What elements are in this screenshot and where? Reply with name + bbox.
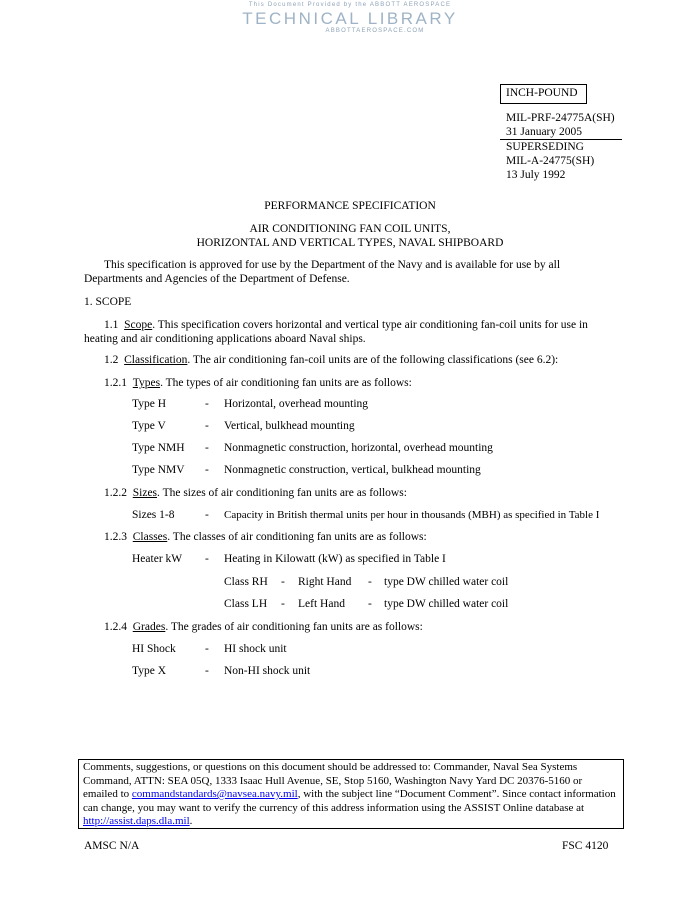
type-description: Horizontal, overhead mounting [224,398,369,410]
grade-description: Non-HI shock unit [224,665,311,677]
type-dash: - [205,420,209,432]
para-number: 1.2.3 [104,531,127,543]
class-dash: - [368,576,372,588]
paragraph-1-2 [104,354,558,366]
para-number: 1.2 [104,354,119,366]
para-title: Grades [132,621,166,633]
type-dash: - [205,442,209,454]
class-code: Class LH [224,598,268,610]
comments-email-link[interactable]: commandstandards@navsea.navy.mil [131,788,298,800]
amsc-label: AMSC N/A [84,840,140,852]
class-coil: type DW chilled water coil [384,576,509,588]
para-text: . The types of air conditioning fan units are as follows: [160,377,412,389]
doc-title-line1: AIR CONDITIONING FAN COIL UNITS, [249,223,451,235]
superseding-label: SUPERSEDING [506,141,584,153]
para-text: . The classes of air conditioning fan units are as follows: [167,531,427,543]
comments-box [78,759,624,829]
para-title: Classification [124,354,188,366]
para-number: 1.2.1 [104,377,127,389]
para-title: Classes [132,531,168,543]
para-number: 1.1 [104,319,119,331]
paragraph-1-2-1 [104,377,412,389]
heater-code: Heater kW [132,553,183,565]
para-title: Sizes [132,487,158,499]
type-description: Nonmagnetic construction, vertical, bulkhead mounting [224,464,481,476]
watermark-title: TECHNICAL LIBRARY [242,9,458,28]
paragraph-1-2-2 [104,487,407,499]
grade-dash: - [205,665,209,677]
size-dash: - [205,509,209,521]
watermark-url: ABBOTTAEROSPACE.COM [325,28,425,34]
para-number: 1.2.2 [104,487,127,499]
comments-text: . [189,815,193,827]
doc-number: MIL-PRF-24775A(SH) [506,112,615,124]
size-code: Sizes 1-8 [132,509,175,521]
type-code: Type H [132,398,167,410]
grade-code: HI Shock [132,643,176,655]
doc-title-line2: HORIZONTAL AND VERTICAL TYPES, NAVAL SHIPBOARD [196,237,504,249]
type-code: Type V [132,420,166,432]
paragraph-1-1 [84,318,618,346]
section-scope-heading: 1. SCOPE [84,296,132,308]
type-dash: - [205,398,209,410]
size-description: Capacity in British thermal units per hour in thousands (MBH) as specified in Table I [224,509,600,521]
spec-type-title: PERFORMANCE SPECIFICATION [264,200,436,212]
paragraph-1-2-3 [104,531,427,543]
type-dash: - [205,464,209,476]
para-text: . The grades of air conditioning fan units are as follows: [165,621,423,633]
heater-description: Heating in Kilowatt (kW) as specified in Table I [224,553,446,565]
paragraph-1-2-4 [104,621,423,633]
comments-text: , with the subject line “Document Comment”. Since contact information can change, you may want to verify the currency of this address information using the ASSIST Online database at [83,788,616,814]
para-title: Scope [124,319,153,331]
class-dash: - [281,598,285,610]
doc-date: 31 January 2005 [506,126,583,138]
class-dash: - [368,598,372,610]
inch-pound-label: INCH-POUND [506,87,578,99]
grade-code: Type X [132,665,167,677]
fsc-label: FSC 4120 [562,840,609,852]
para-title: Types [132,377,161,389]
type-description: Nonmagnetic construction, horizontal, overhead mounting [224,442,493,454]
class-hand: Left Hand [298,598,345,610]
type-description: Vertical, bulkhead mounting [224,420,355,432]
class-dash: - [281,576,285,588]
comments-text: Comments, suggestions, or questions on this document should be addressed to: Commander, Naval Sea Systems Command, ATTN: SEA 05Q, 1333 Isaac Hull Avenue, SE, Stop 5160, Washington Navy Yard DC 20376-5160 or emailed to [83,761,583,800]
header-divider [500,139,622,140]
para-text: . This specification covers horizontal and vertical type air conditioning fan-coil units for use in heating and air conditioning applications aboard Naval ships. [84,319,588,345]
class-coil: type DW chilled water coil [384,598,509,610]
class-hand: Right Hand [298,576,352,588]
class-code: Class RH [224,576,268,588]
superseded-doc-number: MIL-A-24775(SH) [506,155,595,167]
watermark-provider-line: This Document Provided by the ABBOTT AEROSPACE [248,2,452,8]
heater-dash: - [205,553,209,565]
grade-description: HI shock unit [224,643,287,655]
grade-dash: - [205,643,209,655]
type-code: Type NMH [132,442,185,454]
type-code: Type NMV [132,464,185,476]
para-text: . The air conditioning fan-coil units are of the following classifications (see 6.2): [187,354,559,366]
superseded-doc-date: 13 July 1992 [506,169,566,181]
approval-statement: This specification is approved for use by the Department of the Navy and is available for use by all Departments and Agencies of the Department of Defense. [84,259,561,285]
assist-url-link[interactable]: http://assist.daps.dla.mil [83,815,190,827]
para-text: . The sizes of air conditioning fan units are as follows: [157,487,407,499]
para-number: 1.2.4 [104,621,127,633]
